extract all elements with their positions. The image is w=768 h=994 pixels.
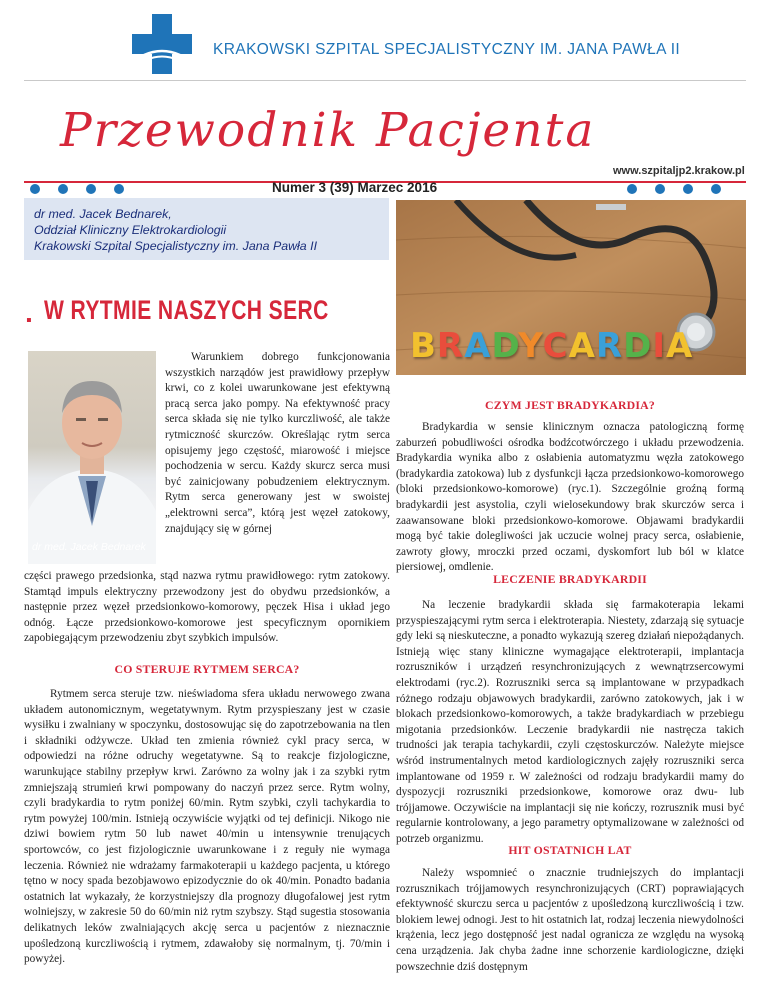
bradycardia-letters: BRADYCARDIA	[410, 326, 694, 366]
bradycardia-stethoscope-image	[396, 200, 746, 375]
author-box	[24, 198, 389, 260]
section-heading-control: CO STERUJE RYTMEM SERCA?	[114, 662, 300, 676]
section-text-hit	[396, 866, 744, 975]
doctor-photo	[28, 351, 156, 564]
decorative-dots-right	[627, 180, 721, 198]
header-divider	[24, 80, 746, 81]
intro-continued	[24, 569, 390, 647]
intro-paragraph-continued: części prawego przedsionka, stąd nazwa rytmu prawidłowego: rytm zatokowy. Stamtąd impuls elektryczny przewodzony jest do obydwu przedsionków, a następnie przez węzeł przedsionkowo-komorowy, pęczek Hisa i układ jego odnóg. Łącze przedsionkowo-komorowe jest specyficznym opornikiem zapobiegającym przewodzeniu zbyt szybkich impulsów.	[24, 570, 390, 645]
photo-caption: dr med. Jacek Bednarek	[32, 541, 146, 553]
section-heading-bradycardia: CZYM JEST BRADYKARDIA?	[484, 398, 655, 412]
section-heading-hit: HIT OSTATNICH LAT	[508, 843, 632, 857]
section1-paragraph: Rytmem serca steruje tzw. nieświadoma sfera układu nerwowego zwana układem autonomicznym, wegetatywnym. Rytm przyspieszany jest w czasie wysiłku i zwalniany w spoczynku, dostosowując się do zapotrzebowania na tlen i składniki odżywcze. Układ ten zmienia również cykl pracy serca, w odpowiedzi na różne odruchy wegetatywne. Są to reakcje fizjologiczne, warunkujące stabilny przepływ krwi. Zarówno za wolny jak i za szybki rytm zmniejszają strumień krwi pompowany do naczyń przez serce. Rytm wolny, czyli bradykardia to rytm poniżej 60/min. Rytm szybki, czyli tachykardia to rytm powyżej 100/min. Istnieją oczywiście wyjątki od tej definicji. Nikogo nie dziwi bowiem rytm 50 lub nawet 40/min u intensywnie trenujących sportowców, co jest fizjologicznie uwarunkowane i z reguły nie wymaga leczenia. Również nie wdrażamy farmakoterapii u każdego pacjenta, u którego tętno w nocy spada bezobjawowo epizodycznie do ok 40/min. Ponadto badania ostatnich lat wykazały, że korzystniejszy dla prognozy długofalowej jest rytm wolniejszy, w zakresie 50 do 60/min niż rytm szybszy. Stąd sugestia stosowania delikatnych leków zwalniających akcję serca u pacjentów z nieznacznie upośledzoną kurczliwością i rytmem, zdawałoby się normalnym, tj. 70/min i powyżej.	[24, 688, 390, 966]
section-text-control	[24, 687, 390, 968]
section-text-bradycardia	[396, 420, 744, 576]
hospital-name: KRAKOWSKI SZPITAL SPECJALISTYCZNY IM. JANA PAWŁA II	[213, 41, 681, 58]
section3-paragraph: Na leczenie bradykardii składa się farmakoterapia lekami przyspieszającymi rytm serca i elektroterapia. Niestety, zdarzają się sytuacje gdy leki są nieskuteczne, a ponadto wykazują szereg działań niepożądanych. Istnieją więc stany kliniczne wymagające elektroterapii, implantacja rozruszników i urządzeń resynchronizujących z wewnątrzsercowymi elektrodami (ryc.2). Rozruszniki serca są implantowane w przypadkach różnego rodzaju objawowych bradykardii, zarówno zatokowych, jak i w blokach przedsionkowo-komorowych, a także bradykardiach w przebiegu migotania przedsionków. Leczenie bradykardii nie nastręcza takich trudności jak terapia tachykardii, czyli częstoskurczów. Należyte miejsce wśród instrumentalnych metod kardiologicznych zajęły rozruszniki serca implantowane od 1959 r. W zależności od rodzaju bradykardii mamy do dyspozycji rozruszniki przedsionkowe, komorowe oraz dwu- lub trójjamowe. Oczywiście na implantacji się nie kończy, rozrusznik musi być regularnie kontrolowany, a jego parametry optymalizowane w zależności od potrzeb organizmu.	[396, 599, 744, 845]
website-link[interactable]: www.szpitaljp2.krakow.pl	[613, 165, 745, 177]
decorative-dots-left	[30, 180, 142, 198]
hospital-cross-logo	[132, 14, 192, 74]
author-department: Oddział Kliniczny Elektrokardiologii	[34, 223, 227, 237]
intro-paragraph: Warunkiem dobrego funkcjonowania wszystkich narządów jest prawidłowy przepływ krwi, co z kolei uwarunkowane jest efektywną pracą serca jako pompy. Na efektywność pracy serca składa się nie tylko kurczliwość, ale także rytmiczność skurczów. Określając rytm serca opisujemy jego częstość, miarowość i miejsce pochodzenia w sercu. Każdy skurcz serca musi być zainicjowany pobudzeniem elektrycznym. Rytm serca generowany jest w swoistej „elektrowni serca”, którą jest węzeł zatokowy, znajdujący się w górnej	[165, 351, 390, 535]
section-heading-treatment: LECZENIE BRADYKARDII	[493, 572, 647, 586]
section-text-treatment	[396, 598, 744, 848]
masthead-title: Przewodnik Pacjenta	[60, 103, 596, 158]
intro-wrapped-text	[165, 350, 390, 537]
author-hospital: Krakowski Szpital Specjalistyczny im. Jana Pawła II	[34, 239, 318, 253]
issue-number: Numer 3 (39) Marzec 2016	[272, 180, 438, 195]
author-name: dr med. Jacek Bednarek,	[34, 207, 172, 221]
section2-paragraph: Bradykardia w sensie klinicznym oznacza patologiczną formę zaburzeń pobudliwości ośrodka bodźcotwórczego i układu przewodzenia. Bradykardia wynika albo z osłabienia automatyzmu węzła zatokowego (bradykardia zatokowa) lub z dysfunkcji łącza przedsionkowo-komorowego (bloki przedsionkowo-komorowe) (ryc.1). Szczególnie groźną formą bradykardii jest asystolia, czyli wielosekundowy brak skurczów serca i zaawansowane bloki przedsionkowo-komorowe. Objawami bradykardii mogą być takie dolegliwości jak uczucie wolnej pracy serca, osłabienie, zawroty głowy, mroczki przed oczami, dyskomfort lub ból w klatce piersiowej, omdlenie.	[396, 421, 744, 574]
article-title: W RYTMIE NASZYCH SERC	[44, 295, 329, 325]
title-bullet: ▪	[26, 312, 32, 329]
section4-paragraph: Należy wspomnieć o znacznie trudniejszych do implantacji rozrusznikach trójjamowych resynchronizujących (CRT) poprawiających efektywność skurczu serca u pacjentów z upośledzoną kurczliwością i tzw. blokiem lewej odnogi. Jest to hit ostatnich lat, rodzaj leczenia niewydolności krążenia, lecz jego dostępność jest nadal ogranicza ze względu na wysoką cena urządzenia. Jak chyba żadne inne schorzenie kardiologiczne, dzięki powszechnie dziś dostępnym	[396, 867, 744, 973]
